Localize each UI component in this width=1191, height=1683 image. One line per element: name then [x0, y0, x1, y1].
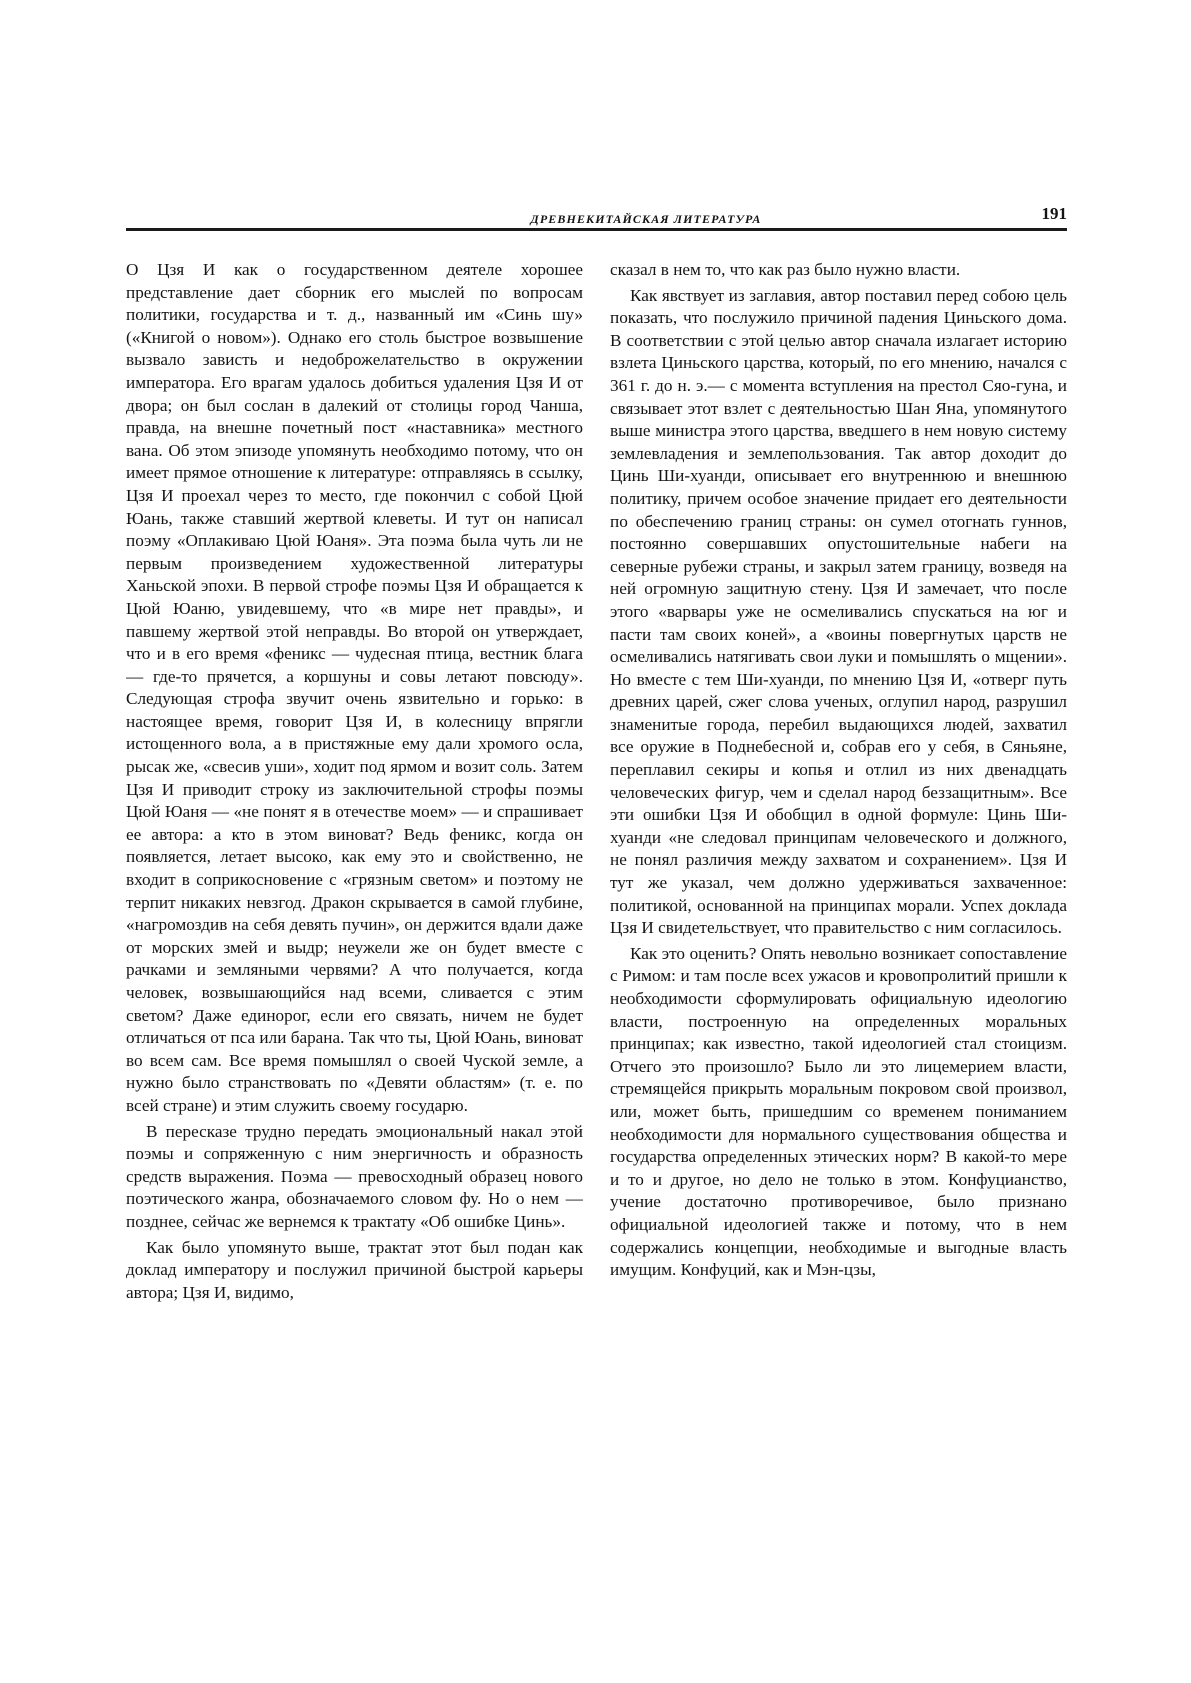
paragraph: В пересказе трудно передать эмоциональный накал этой поэмы и сопряженную с ним энергичность и образность средств выражения. Поэма — превосходный образец нового поэтического жанра, обозначаемого словом фу. Но о нем — позднее, сейчас же вернемся к трактату «Об ошибке Цинь». [126, 1121, 583, 1231]
paragraph: Как это оценить? Опять невольно возникает сопоставление с Римом: и там после всех ужасов и кровопролитий пришли к необходимости сформулировать официальную идеологию власти, построенную на определенных моральных принципах; как известно, такой идеологией стал стоицизм. Отчего это произошло? Было ли это лицемерием власти, стремящейся прикрыть моральным покровом свой произвол, или, может быть, пришедшим со временем пониманием необходимости для нормального существования общества и государства определенных этических норм? В какой-то мере и то и другое, но дело не только в этом. Конфуцианство, учение достаточно противоречивое, было признано официальной идеологией также и потому, что в нем содержались концепции, необходимые и выгодные власть имущим. Конфуций, как и Мэн-цзы, [610, 943, 1067, 1280]
paragraph: О Цзя И как о государственном деятеле хорошее представление дает сборник его мыслей по вопросам политики, государства и т. д., названный им «Синь шу» («Книгой о новом»). Однако его столь быстрое возвышение вызвало зависть и недоброжелательство в окружении императора. Его врагам удалось добиться удаления Цзя И от двора; он был сослан в далекий от столицы город Чанша, правда, на внешне почетный пост «наставника» местного вана. Об этом эпизоде упомянуть необходимо потому, что он имеет прямое отношение к литературе: отправляясь в ссылку, Цзя И проехал через то место, где покончил с собой Цюй Юань, также ставший жертвой клеветы. И тут он написал поэму «Оплакиваю Цюй Юаня». Эта поэма была чуть ли не первым произведением художественной литературы Ханьской эпохи. В первой строфе поэмы Цзя И обращается к Цюй Юаню, увидевшему, что «в мире нет правды», и павшему жертвой этой неправды. Во второй он утверждает, что и в его время «феникс — чудесная птица, вестник блага — где-то прячется, а коршуны и совы летают повсюду». Следующая строфа звучит очень язвительно и горько: в настоящее время, говорит Цзя И, в колесницу впрягли истощенного вола, а в пристяжные ему дали хромого осла, рысак же, «свесив уши», ходит под ярмом и возит соль. Затем Цзя И приводит строку из заключительной строфы поэмы Цюй Юаня — «не понят я в отечестве моем» — и спрашивает ее автора: а кто в этом виноват? Ведь феникс, когда он появляется, летает высоко, как ему это и свойственно, не входит в соприкосновение с «грязным светом» и поэтому не терпит никаких невзгод. Дракон скрывается в самой глубине, «нагромоздив на себя девять пучин», он держится вдали даже от морских змей и выдр; неужели же он будет вместе с рачками и земляными червями? А что получается, когда человек, возвышающийся над всеми, сливается с этим светом? Даже единорог, если его связать, ничем не будет отличаться от пса или барана. Так что ты, Цюй Юань, виноват во всем сам. Все время помышлял о своей Чуской земле, а нужно было странствовать по «Девяти областям» (т. е. по всей стране) и этим служить своему государю. [126, 260, 583, 1115]
paragraph: Как явствует из заглавия, автор поставил перед собою цель показать, что послужило причиной падения Циньского дома. В соответствии с этой целью автор сначала излагает историю взлета Циньского царства, который, по его мнению, начался с 361 г. до н. э.— с момента вступления на престол Сяо-гуна, и связывает этот взлет с деятельностью Шан Яна, упомянутого выше министра этого царства, введшего в нем новую систему землевладения и землепользования. Так автор доходит до Цинь Ши-хуанди, описывает его внутреннюю и внешнюю политику, причем особое значение придает его деятельности по обеспечению границ страны: он сумел отогнать гуннов, постоянно совершавших опустошительные набеги на северные рубежи страны, и закрыл затем границу, возведя на ней огромную защитную стену. Цзя И замечает, что после этого «варвары уже не осмеливались спускаться на юг и пасти там своих коней», а «воины повергнутых царств не осмеливались натягивать свои луки и помышлять о мщении». Но вместе с тем Ши-хуанди, по мнению Цзя И, «отверг путь древних царей, сжег слова ученых, оглупил народ, разрушил знаменитые города, перебил выдающихся людей, захватил все оружие в Поднебесной и, собрав его у себя, в Сяньяне, переплавил секиры и копья и отлил из них двенадцать человеческих фигур, чем и сделал народ беззащитным». Все эти ошибки Цзя И обобщил в одной формуле: Цинь Ши-хуанди «не следовал принципам человеческого и должного, не понял различия между захватом и сохранением». Цзя И тут же указал, чем должно удерживаться захваченное: политикой, основанной на принципах морали. Успех доклада Цзя И свидетельствует, что правительство с ним согласилось. [610, 285, 1067, 938]
running-title: ДРЕВНЕКИТАЙСКАЯ ЛИТЕРАТУРА [530, 212, 762, 226]
left-column [126, 259, 583, 1449]
paragraph: сказал в нем то, что как раз было нужно власти. [610, 260, 961, 279]
page-number: 191 [1041, 204, 1067, 223]
right-column [610, 259, 1067, 1449]
header-rule [126, 228, 1067, 231]
paragraph: Как было упомянуто выше, трактат этот был подан как доклад императору и послужил причиной быстрой карьеры автора; Цзя И, видимо, [126, 1237, 583, 1302]
page-header [126, 204, 1067, 230]
